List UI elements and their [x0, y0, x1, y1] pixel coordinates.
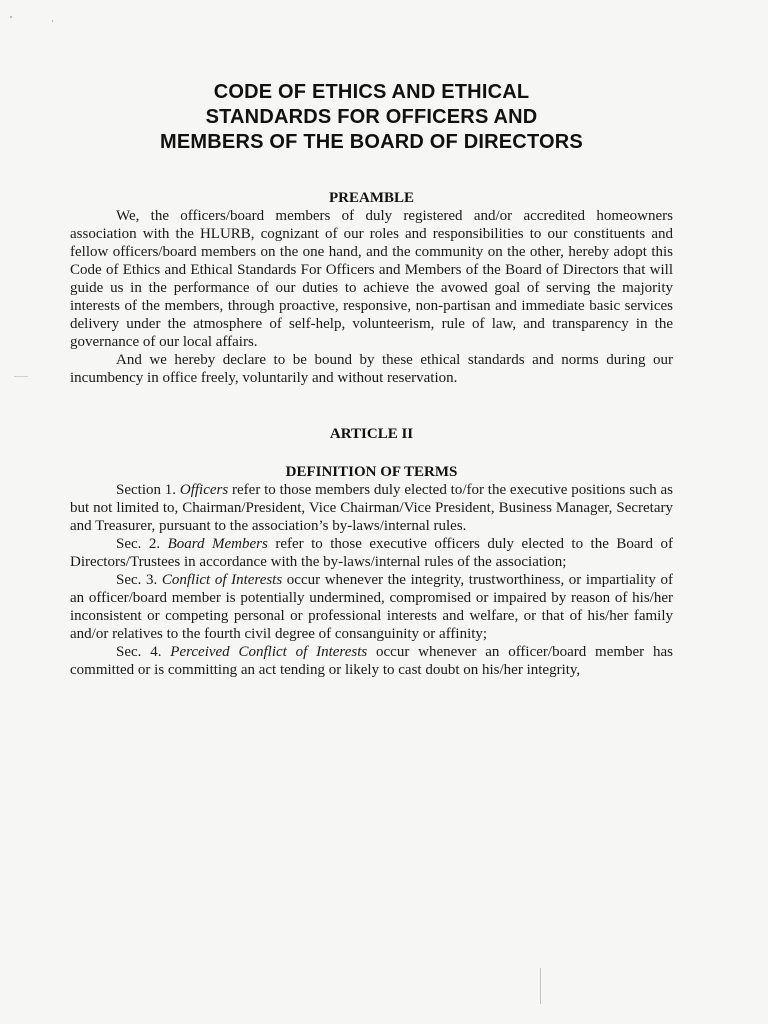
- defined-term: Board Members: [167, 536, 268, 552]
- definition-text: refer to those executive officers duly elected to the Board of Directors/Trustees in accordance with the by-laws/internal rules of the association;: [70, 536, 673, 570]
- document-page: [70, 80, 673, 679]
- defined-term: Conflict of Interests: [161, 572, 283, 588]
- definition-of-terms-heading: DEFINITION OF TERMS: [285, 464, 458, 480]
- definition-text: occur whenever the integrity, trustworthiness, or impartiality of an officer/board member is potentially undermined, compromised or impaired by reason of his/her inconsistent or competing personal or professional interests and welfare, or that of his/her family and/or relatives to the fourth civil degree of consanguinity or affinity;: [70, 572, 673, 642]
- preamble-heading: PREAMBLE: [328, 190, 414, 206]
- defined-term: Perceived Conflict of Interests: [170, 644, 368, 660]
- scan-speck: [10, 16, 12, 18]
- definition-text: occur whenever an officer/board member has committed or is committing an act tending or likely to cast doubt on his/her integrity,: [70, 644, 673, 678]
- declaration-paragraph: And we hereby declare to be bound by these ethical standards and norms during our incumbency in office freely, voluntarily and without reservation.: [70, 352, 673, 386]
- section-number: Sec. 4.: [116, 644, 171, 660]
- scan-edge-line: [540, 968, 541, 1004]
- article-heading: ARTICLE II: [329, 426, 414, 442]
- definition-text: refer to those members duly elected to/for the executive positions such as but not limited to, Chairman/President, Vice Chairman/Vice President, Business Manager, Secretary and Treasurer, pursuant to the association’s by-laws/internal rules.: [70, 482, 673, 534]
- section-number: Section 1.: [116, 482, 180, 498]
- preamble-paragraph: We, the officers/board members of duly registered and/or accredited homeowners association with the HLURB, cognizant of our roles and responsibilities to our constituents and fellow officers/board members on the one hand, and the community on the other, hereby adopt this Code of Ethics and Ethical Standards For Officers and Members of the Board of Directors that will guide us in the performance of our duties to achieve the avowed goal of serving the majority interests of the members, through proactive, responsive, non-partisan and immediate basic services delivery under the atmosphere of self-help, volunteerism, rule of law, and transparency in the governance of our local affairs.: [70, 208, 673, 350]
- title-line: CODE OF ETHICS AND ETHICAL: [213, 81, 530, 103]
- section-3-paragraph: [70, 571, 673, 643]
- section-1-paragraph: [70, 481, 673, 535]
- document-title: [70, 80, 673, 155]
- scan-speck: [52, 20, 53, 22]
- title-line: STANDARDS FOR OFFICERS AND: [205, 106, 538, 128]
- section-number: Sec. 2.: [116, 536, 168, 552]
- section-number: Sec. 3.: [116, 572, 162, 588]
- title-line: MEMBERS OF THE BOARD OF DIRECTORS: [160, 131, 583, 153]
- defined-term: Officers: [179, 482, 229, 498]
- section-2-paragraph: [70, 535, 673, 571]
- scan-margin-mark: [14, 376, 28, 377]
- section-4-paragraph: [70, 643, 673, 679]
